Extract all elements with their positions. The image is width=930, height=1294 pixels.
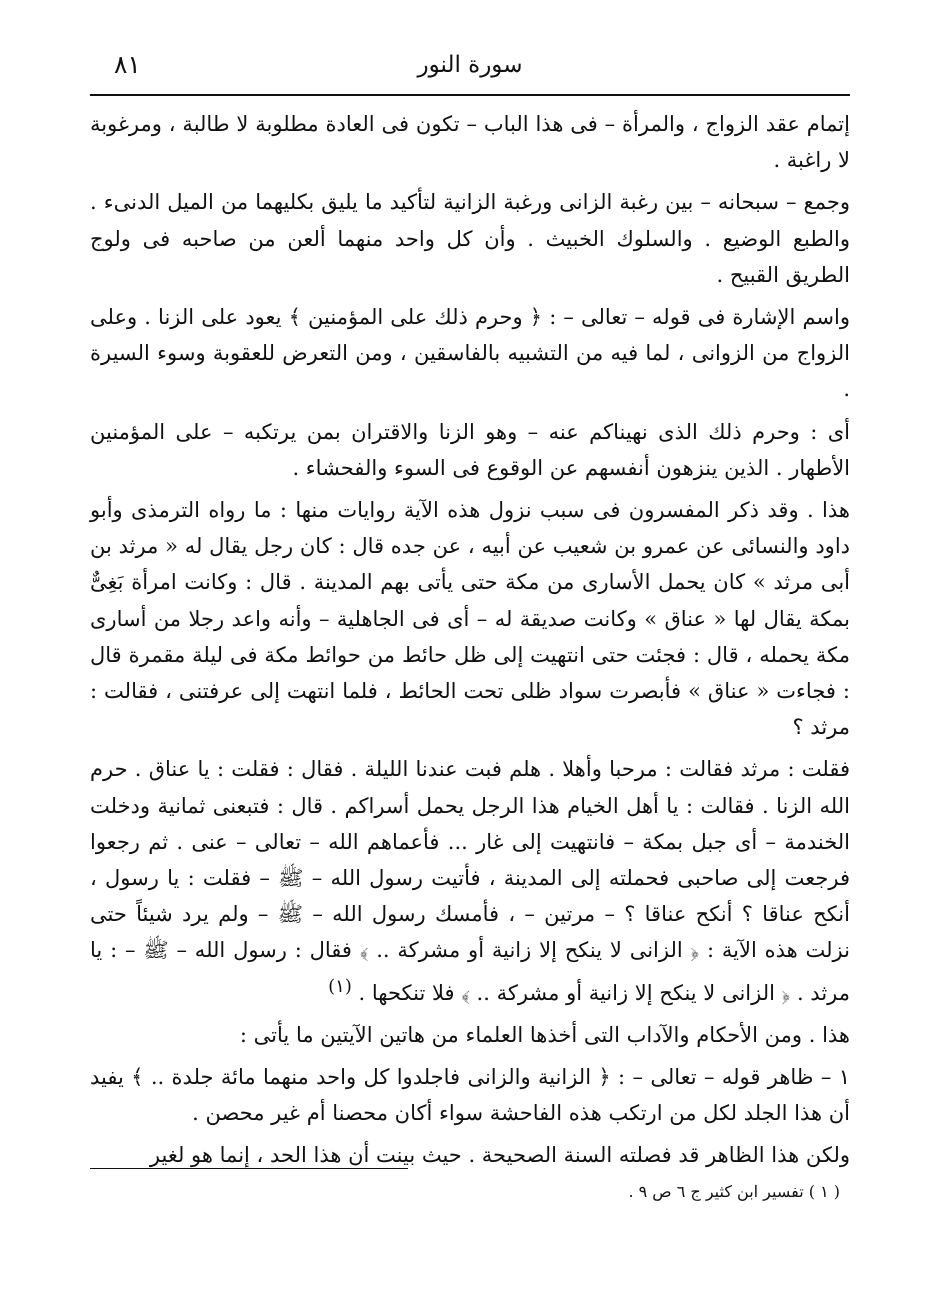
paragraph: ولكن هذا الظاهر قد فصلته السنة الصحيحة . حيث بينت أن هذا الحد ، إنما هو لغير — [149, 1143, 850, 1168]
paragraph: واسم الإشارة فى قوله – تعالى – : ﴿ وحرم ذلك على المؤمنين ﴾ يعود على الزنا . وعلى الزواج من الزوانى ، لما فيه من التشبيه بالفاسقين ، ومن التعرض للعقوبة وسوء السيرة . — [90, 305, 850, 402]
paragraph: إتمام عقد الزواج ، والمرأة – فى هذا الباب – تكون فى العادة مطلوبة لا طالبة ، ومرغوبة لا راغبة . — [90, 112, 850, 173]
page-body — [90, 96, 850, 1174]
paragraph — [90, 751, 850, 1010]
surah-title: سورة النور — [417, 52, 523, 78]
paragraph: وجمع – سبحانه – بين رغبة الزانى ورغبة الزانية لتأكيد ما يليق بكليهما من الميل الدنىء . والطبع الوضيع . والسلوك الخبيث . وأن كل واحد منهما ألعن من صاحبه فى ولوج الطريق القبيح . — [90, 190, 850, 287]
paragraph: هذا . ومن الأحكام والآداب التى أخذها العلماء من هاتين الآيتين ما يأتى : — [239, 1022, 850, 1047]
paragraph: هذا . وقد ذكر المفسرون فى سبب نزول هذه الآية روايات منها : ما رواه الترمذى وأبو داود والنسائى عن عمرو بن شعيب عن أبيه ، عن جده قال : كان رجل يقال له « مرثد بن أبى مرثد » كان يحمل الأسارى من مكة حتى يأتى بهم المدينة . قال : وكانت امرأة بَغِىٌّ بمكة يقال لها « عناق » وكانت صديقة له – أى فى الجاهلية – وأنه واعد رجلا من أسارى مكة يحمله ، قال : فجئت حتى انتهيت إلى ظل حائط من حوائط مكة فى ليلة مقمرة قال : فجاءت « عناق » فأبصرت سواد ظلى تحت الحائط ، فلما انتهت إلى عرفتنى ، فقالت : مرثد ؟ — [90, 498, 850, 740]
paragraph: ١ – ظاهر قوله – تعالى – : ﴿ الزانية والزانى فاجلدوا كل واحد منهما مائة جلدة .. ﴾ يفيد أن هذا الجلد لكل من ارتكب هذه الفاحشة سواء أكان محصنا أم غير محصن . — [90, 1065, 850, 1126]
paragraph-text: فقلت : مرثد فقالت : مرحبا وأهلا . هلم فبت عندنا الليلة . فقال : فقلت : يا عناق . حرم الله الزنا . فقالت : يا أهل الخيام هذا الرجل يحمل أسراكم . قال : فتبعنى ثمانية ودخلت الخندمة – أى جبل بمكة – فانتهيت إلى غار ... فأعماهم الله – تعالى – عنى . ثم رجعوا فرجعت إلى صاحبى فحملته إلى المدينة ، فأتيت رسول الله – ﷺ – فقلت : يا رسول ، أنكح عناقا ؟ أنكح عناقا ؟ – مرتين – ، فأمسك رسول الله – ﷺ – ولم يرد شيئاً حتى نزلت هذه الآية : ﴿ الزانى لا ينكح إلا زانية أو مشركة .. ﴾ فقال : رسول الله – ﷺ – : يا مرثد . ﴿ الزانى لا ينكح إلا زانية أو مشركة .. ﴾ فلا تنكحها . — [90, 757, 850, 1005]
book-page — [90, 40, 850, 1280]
footnote-divider — [90, 1168, 408, 1169]
paragraph: أى : وحرم ذلك الذى نهيناكم عنه – وهو الزنا والاقتران بمن يرتكبه – على المؤمنين الأطهار . الذين ينزهون أنفسهم عن الوقوع فى السوء والفحشاء . — [90, 419, 850, 480]
page-header — [90, 40, 850, 96]
page-number: ٨١ — [114, 50, 141, 79]
footnote-reference: (١) — [328, 975, 352, 997]
footnote: ( ١ ) تفسير ابن كثير ج ٦ ص ٩ . — [628, 1182, 840, 1201]
